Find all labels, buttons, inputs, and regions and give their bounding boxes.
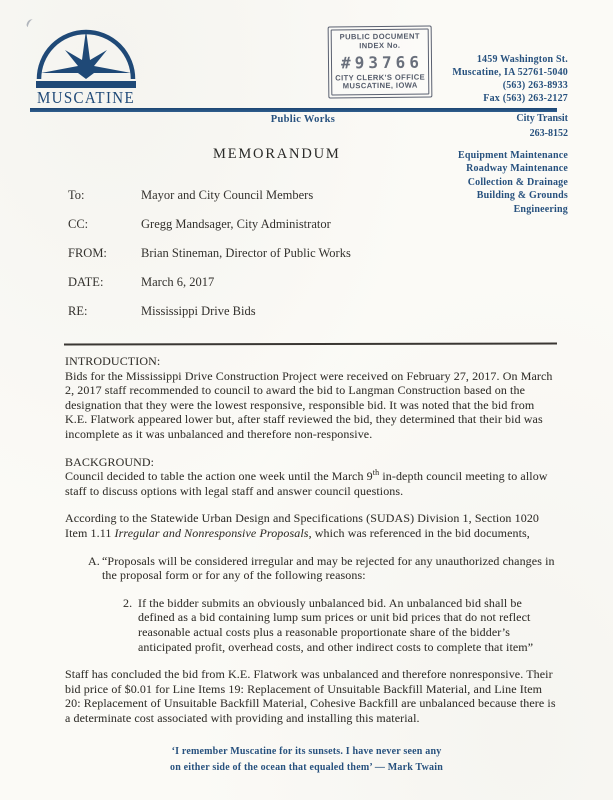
ordinal-superscript: th [372,468,380,478]
public-document-stamp [328,25,433,98]
memo-field-cc [68,217,488,233]
city-transit-label: City Transit [516,113,568,124]
scan-artifact-mark [25,18,35,29]
section-rule [64,342,557,345]
background-text: in-depth council meeting to allow staff to discuss options with legal staff and answer council questions. [65,469,548,498]
footer-quote [0,744,613,775]
field-value: Brian Stineman, Director of Public Works [141,246,351,260]
field-label: DATE: [68,275,104,289]
address-line: Fax (563) 263-2127 [483,93,568,104]
address-line: Muscatine, IA 52761-5040 [452,67,568,78]
introduction-section [65,354,559,442]
list-item-a-label: A. [88,553,100,568]
field-value: Gregg Mandsager, City Administrator [141,217,331,231]
memo-fields [68,188,488,333]
service-item: Engineering [513,203,568,215]
list-item-a-text: “Proposals will be considered irregular and may be rejected for any unauthorized changes in the proposal form or for any of the following reasons: [102,553,555,583]
stamp-line3: CITY CLERK'S OFFICE [335,72,426,83]
sudas-text: According to the Statewide Urban Design and Specifications (SUDAS) Division 1, Section 1020 Item 1.11 [65,511,540,540]
field-value: Mississippi Drive Bids [141,304,256,318]
stamp-index-number: #93766 [340,52,423,72]
stamp-inner-frame [331,28,430,95]
department-title: Public Works [270,114,336,125]
service-item: Collection & Drainage [467,176,568,188]
stamp-line1: PUBLIC DOCUMENT [339,31,420,42]
memo-field-re [68,304,488,320]
service-item: Roadway Maintenance [466,163,568,175]
field-label: FROM: [68,246,107,260]
footer-quote-line1: ‘I remember Muscatine for its sunsets. I have never seen any [171,746,442,757]
memo-field-from [68,246,488,262]
muscatine-logo [36,27,136,106]
stamp-line4: MUSCATINE, IOWA [342,81,418,91]
list-item-a [88,554,559,583]
background-heading: BACKGROUND: [65,454,155,469]
sudas-citation-italic: Irregular and Nonresponsive Proposals [114,525,309,540]
list-item-2-text: If the bidder submits an obviously unbalanced bid. An unbalanced bid shall be defined as a bid containing lump sum prices or unit bid prices that do not reflect reasonable actual costs plus a reasonable proportionate share of the bidder’s anticipated profit, overhead costs, and other indirect costs to complete that item” [138,595,534,654]
stamp-line2: INDEX No. [359,40,401,50]
field-value: Mayor and City Council Members [141,188,314,202]
sudas-paragraph [65,511,559,540]
service-item: Building & Grounds [476,190,568,202]
introduction-heading: INTRODUCTION: [65,354,161,368]
memo-title: MEMORANDUM [213,146,341,162]
footer-quote-line2: on either side of the ocean that equaled them’ — Mark Twain [170,761,443,773]
letterhead-address [452,53,568,105]
field-label: RE: [68,304,88,318]
memo-field-date [68,275,488,291]
field-value: March 6, 2017 [141,275,215,289]
background-text: Council decided to table the action one week until the March 9 [65,469,373,484]
list-item-2-label: 2. [123,595,133,610]
introduction-text: Bids for the Mississippi Drive Construction Project were received on February 27, 2017. On March 2, 2017 staff recommended to council to award the bid to Langman Construction based on the designation that they were the lowest responsive, responsible bid. It was noted that the bid from K.E. Flatwork appeared lower but, after staff reviewed the bid, they determined that their bid was incomplete as it was unbalanced and therefore non-responsive. [65,368,553,441]
address-line: 1459 Washington St. [476,54,568,65]
address-line: (563) 263-8933 [502,80,568,91]
memo-field-to [68,188,488,204]
list-item-2 [123,596,559,654]
field-label: CC: [68,217,89,231]
field-label: To: [68,188,85,202]
logo-wordmark: MUSCATINE [37,88,135,106]
city-transit-block [516,112,568,141]
letterhead-divider [30,108,557,112]
background-section [65,455,559,499]
sudas-text: , which was referenced in the bid documents, [308,525,530,540]
service-item: Equipment Maintenance [457,150,568,161]
memo-body [65,354,559,738]
sunburst-dome-icon [36,27,136,106]
conclusion-paragraph: Staff has concluded the bid from K.E. Flatwork was unbalanced and therefore nonresponsive. Their bid price of $0.01 for Line Items 19: Replacement of Unsuitable Backfill Material, and Line Item 20: Replacement of Unsuitable Backfill Material, Cohesive Backfill are unbalanced because there is a determinate cost associated with providing and installing this material. [65,667,556,725]
city-transit-phone: 263-8152 [529,127,568,139]
